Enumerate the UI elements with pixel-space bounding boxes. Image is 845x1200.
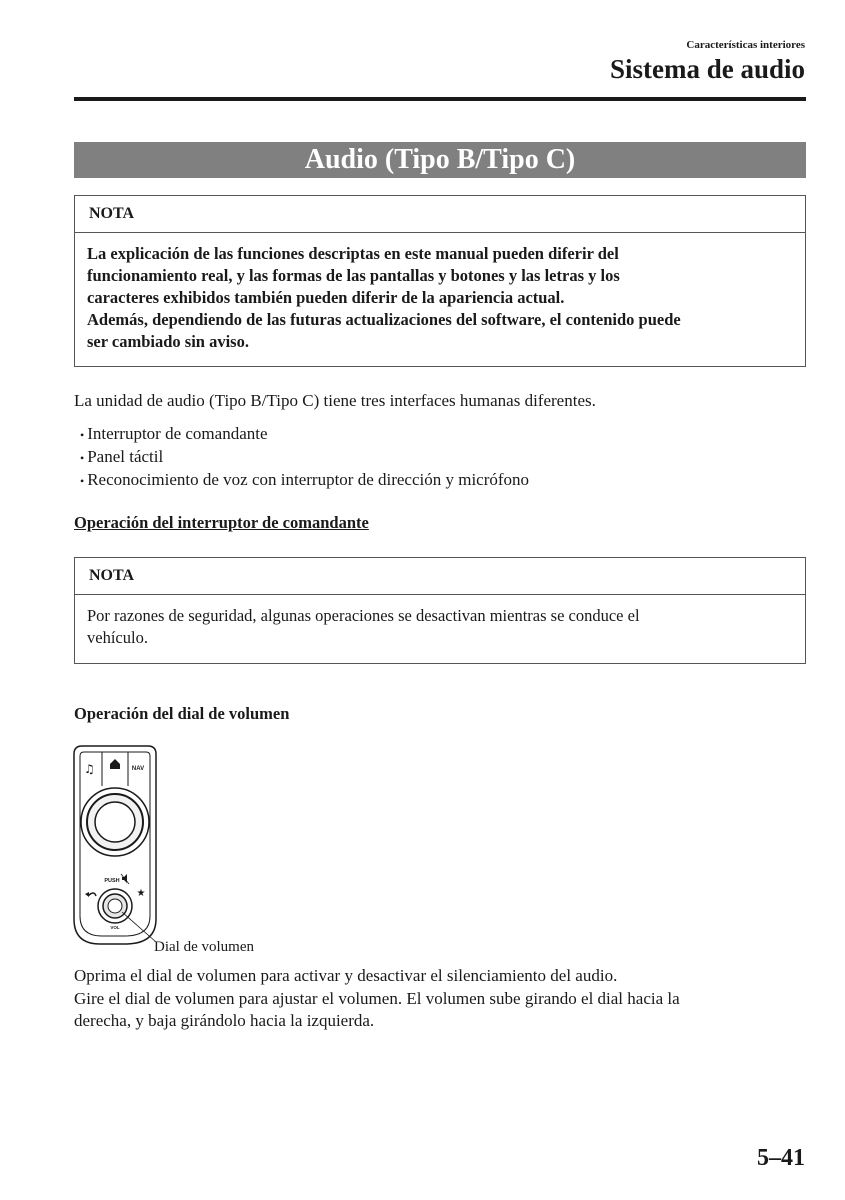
intro-paragraph: La unidad de audio (Tipo B/Tipo C) tiene tres interfaces humanas diferentes. bbox=[74, 391, 596, 410]
note-body bbox=[75, 595, 805, 649]
commander-switch-illustration bbox=[70, 744, 170, 949]
interface-list bbox=[80, 423, 529, 492]
commander-knob[interactable] bbox=[95, 802, 135, 842]
note-line: ser cambiado sin aviso. bbox=[87, 332, 249, 351]
body-line: Oprima el dial de volumen para activar y desactivar el silenciamiento del audio. bbox=[74, 966, 618, 985]
svg-text:♫: ♫ bbox=[84, 762, 95, 776]
commander-switch-figure bbox=[70, 744, 170, 954]
note-line: funcionamiento real, y las formas de las pantallas y botones y las letras y los bbox=[87, 266, 620, 285]
note-line: vehículo. bbox=[87, 628, 148, 647]
note-line: Por razones de seguridad, algunas operaciones se desactivan mientras se conduce el bbox=[87, 606, 640, 625]
section-banner: Audio (Tipo B/Tipo C) bbox=[74, 142, 806, 178]
music-note-icon[interactable] bbox=[84, 762, 95, 776]
volume-instructions bbox=[74, 965, 814, 1033]
note-line: La explicación de las funciones descriptas en este manual pueden diferir del bbox=[87, 244, 619, 263]
star-icon[interactable] bbox=[137, 888, 146, 899]
nav-button-label[interactable]: NAV bbox=[131, 766, 145, 772]
header-divider bbox=[74, 97, 806, 101]
body-line: derecha, y baja girándolo hacia la izquierda. bbox=[74, 1011, 375, 1030]
subsection-title-commander: Operación del interruptor de comandante bbox=[74, 513, 369, 532]
note-heading: NOTA bbox=[75, 196, 805, 233]
page-number: 5–41 bbox=[757, 1145, 805, 1171]
list-item: • Reconocimiento de voz con interruptor de dirección y micrófono bbox=[80, 469, 529, 492]
page-title: Sistema de audio bbox=[609, 54, 805, 84]
note-box-disclaimer bbox=[74, 195, 806, 367]
note-line: Además, dependiendo de las futuras actualizaciones del software, el contenido puede bbox=[87, 310, 681, 329]
volume-dial-center bbox=[108, 899, 122, 913]
list-item: • Panel táctil bbox=[80, 446, 529, 469]
section-header: Características interiores bbox=[686, 39, 805, 51]
body-line: Gire el dial de volumen para ajustar el volumen. El volumen sube girando el dial hacia la bbox=[74, 988, 680, 1008]
svg-text:★: ★ bbox=[136, 888, 146, 899]
note-line: caracteres exhibidos también pueden diferir de la apariencia actual. bbox=[87, 288, 565, 307]
vol-label: VOL bbox=[110, 925, 120, 930]
list-item: • Interruptor de comandante bbox=[80, 423, 529, 446]
note-body bbox=[75, 233, 805, 353]
figure-caption: Dial de volumen bbox=[154, 939, 254, 955]
note-heading: NOTA bbox=[75, 558, 805, 595]
note-box-safety bbox=[74, 557, 806, 664]
push-label: PUSH bbox=[104, 878, 120, 884]
subsection-title-volume: Operación del dial de volumen bbox=[74, 704, 290, 723]
